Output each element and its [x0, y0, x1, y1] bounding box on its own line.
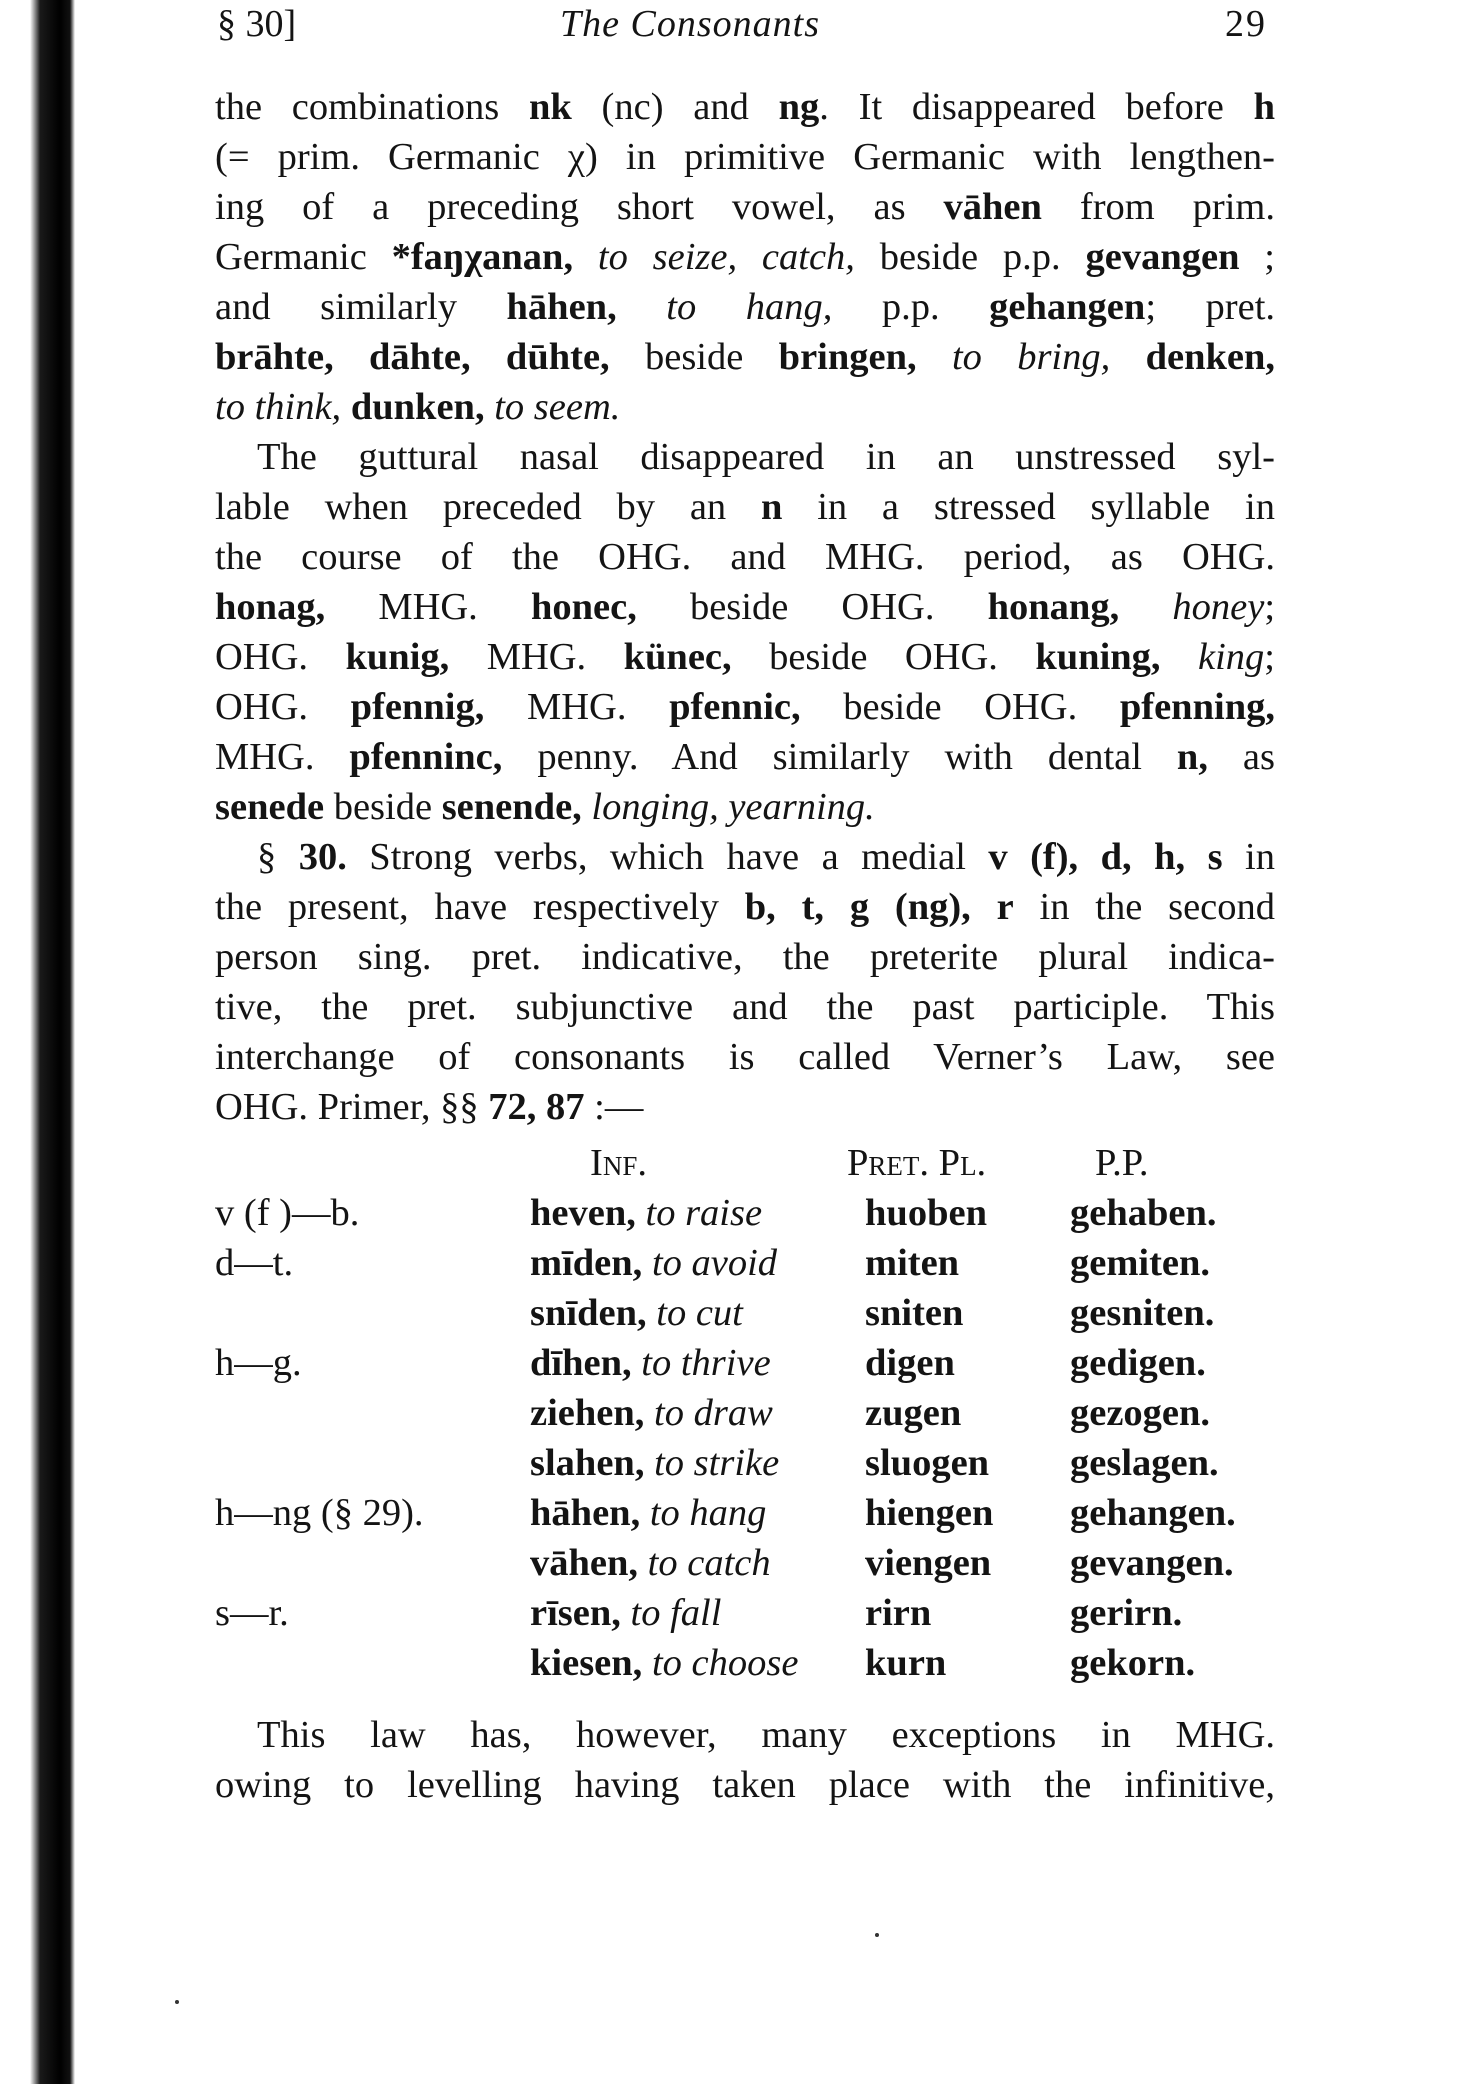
consonant-alternation: v (f )—b. — [215, 1192, 360, 1234]
preterite-plural-form: kurn — [865, 1642, 947, 1684]
text-line — [215, 832, 1275, 882]
text-line — [215, 232, 1275, 282]
text-line — [215, 82, 1275, 132]
speck — [175, 2000, 179, 2004]
bold-term: pfenninc, — [349, 736, 503, 778]
infinitive-form: hāhen, — [530, 1492, 641, 1534]
text-run: in — [1222, 836, 1275, 878]
text-run: in a stressed syllable in — [782, 486, 1275, 528]
infinitive-form: mīden, — [530, 1242, 643, 1284]
text-run: beside OHG. — [800, 686, 1120, 728]
preterite-plural-form: huoben — [865, 1192, 987, 1234]
bold-term: ng — [778, 86, 820, 128]
infinitive-cell — [530, 1191, 762, 1235]
text-run: p.p. — [832, 286, 990, 328]
text-run: (= prim. Germanic χ) in primitive Germanic with lengthen- — [215, 136, 1275, 178]
bold-term: vāhen — [943, 186, 1042, 228]
bold-term: hāhen, — [506, 286, 617, 328]
past-participle-form: gehaben. — [1070, 1192, 1217, 1234]
bold-term: senende, — [441, 786, 582, 828]
infinitive-cell — [530, 1441, 779, 1485]
book-spine-edge — [0, 0, 75, 2084]
consonant-alternation: h—g. — [215, 1342, 302, 1384]
bold-term: gevangen — [1085, 236, 1240, 278]
table-row — [215, 1191, 1275, 1241]
text-run: This law has, however, many exceptions in MHG. — [257, 1714, 1275, 1756]
infinitive-gloss: to strike — [654, 1442, 780, 1484]
text-run: Strong verbs, which have a medial — [346, 836, 989, 878]
bold-term: n, — [1176, 736, 1208, 778]
table-row — [215, 1341, 1275, 1391]
italic-gloss: to think, — [215, 386, 342, 428]
text-run: ; — [1239, 236, 1275, 278]
text-run: (nc) and — [571, 86, 779, 128]
bold-term: honang, — [987, 586, 1120, 628]
text-line — [215, 432, 1275, 482]
paragraph-3 — [215, 832, 1275, 1132]
bold-term: 72, 87 — [488, 1086, 585, 1128]
text-line — [215, 332, 1275, 382]
consonant-alternation: d—t. — [215, 1242, 294, 1284]
bold-term: pfennig, — [350, 686, 485, 728]
past-participle-form: gevangen. — [1070, 1542, 1234, 1584]
text-line — [215, 982, 1275, 1032]
text-line — [215, 382, 1275, 432]
text-line — [215, 732, 1275, 782]
text-run: in the second — [1013, 886, 1276, 928]
bold-term: honag, — [215, 586, 326, 628]
infinitive-cell — [530, 1491, 766, 1535]
header-pret-pl: Pret. Pl. — [847, 1142, 987, 1184]
header-section: § 30] — [217, 3, 297, 45]
infinitive-form: heven, — [530, 1192, 636, 1234]
bold-term: kunig, — [345, 636, 450, 678]
text-run: lable when preceded by an — [215, 486, 761, 528]
text-run: § — [257, 836, 299, 878]
text-line — [215, 482, 1275, 532]
text-line — [215, 132, 1275, 182]
bold-term: künec, — [623, 636, 732, 678]
past-participle-form: gehangen. — [1070, 1492, 1236, 1534]
text-run: ; — [1264, 636, 1275, 678]
text-run: the combinations — [215, 86, 529, 128]
past-participle-form: gesniten. — [1070, 1292, 1215, 1334]
text-run: ; pret. — [1145, 286, 1276, 328]
text-line — [215, 532, 1275, 582]
text-run: :— — [584, 1086, 644, 1128]
text-run: and similarly — [215, 286, 507, 328]
text-run: beside p.p. — [854, 236, 1086, 278]
book-page — [215, 0, 1275, 2084]
text-run — [341, 386, 351, 428]
table-row — [215, 1291, 1275, 1341]
text-run: beside — [324, 786, 442, 828]
infinitive-form: vāhen, — [530, 1542, 639, 1584]
paragraph-2 — [215, 432, 1275, 832]
text-run: MHG. — [449, 636, 624, 678]
infinitive-gloss: to fall — [630, 1592, 722, 1634]
past-participle-form: gekorn. — [1070, 1642, 1196, 1684]
text-line — [215, 1032, 1275, 1082]
bold-term: nk — [528, 86, 572, 128]
preterite-plural-form: miten — [865, 1242, 960, 1284]
bold-term: denken, — [1145, 336, 1276, 378]
consonant-alternation: s—r. — [215, 1592, 289, 1634]
text-run: beside OHG. — [731, 636, 1036, 678]
infinitive-gloss: to catch — [647, 1542, 771, 1584]
text-run: MHG. — [484, 686, 670, 728]
text-run: tive, the pret. subjunctive and the past participle. This — [215, 986, 1275, 1028]
text-line — [215, 282, 1275, 332]
text-run: beside OHG. — [636, 586, 988, 628]
preterite-plural-form: hiengen — [865, 1492, 994, 1534]
infinitive-cell — [530, 1641, 798, 1685]
text-line — [215, 182, 1275, 232]
paragraph-1 — [215, 82, 1275, 432]
text-run: Germanic — [215, 236, 392, 278]
table-row — [215, 1541, 1275, 1591]
speck — [875, 1933, 879, 1937]
bold-term: v (f), d, h, s — [988, 836, 1223, 878]
infinitive-form: kiesen, — [530, 1642, 643, 1684]
text-run — [582, 786, 592, 828]
text-run: OHG. Primer, §§ — [215, 1086, 489, 1128]
text-line — [215, 582, 1275, 632]
bold-term: kuning, — [1035, 636, 1161, 678]
preterite-plural-form: rirn — [865, 1592, 932, 1634]
italic-gloss: king — [1198, 636, 1265, 678]
bold-term: pfenning, — [1119, 686, 1275, 728]
italic-gloss: to hang, — [666, 286, 833, 328]
italic-gloss: to bring, — [951, 336, 1111, 378]
infinitive-gloss: to raise — [645, 1192, 763, 1234]
bold-term: honec, — [530, 586, 637, 628]
text-run — [485, 386, 495, 428]
infinitive-gloss: to hang — [649, 1492, 767, 1534]
bold-term: bringen, — [778, 336, 917, 378]
text-run: OHG. — [215, 686, 351, 728]
italic-gloss: to seize, catch, — [597, 236, 855, 278]
text-run: as — [1207, 736, 1275, 778]
preterite-plural-form: sluogen — [865, 1442, 990, 1484]
infinitive-form: slahen, — [530, 1442, 645, 1484]
bold-term: *faŋχanan, — [391, 236, 574, 278]
body-text — [215, 82, 1275, 1132]
text-line — [215, 1760, 1275, 1810]
text-run: MHG. — [325, 586, 531, 628]
text-run: MHG. — [215, 736, 350, 778]
infinitive-cell — [530, 1391, 773, 1435]
text-run: penny. And similarly with dental — [502, 736, 1177, 778]
preterite-plural-form: sniten — [865, 1292, 964, 1334]
table-row — [215, 1241, 1275, 1291]
table-row — [215, 1491, 1275, 1541]
table-row — [215, 1441, 1275, 1491]
past-participle-form: geslagen. — [1070, 1442, 1219, 1484]
text-run: the course of the OHG. and MHG. period, as OHG. — [215, 536, 1275, 578]
infinitive-cell — [530, 1341, 771, 1385]
bold-term: b, t, g (ng), r — [744, 886, 1014, 928]
text-run: ing of a preceding short vowel, as — [215, 186, 944, 228]
text-line — [215, 632, 1275, 682]
infinitive-gloss: to choose — [651, 1642, 799, 1684]
paragraph-4 — [215, 1710, 1275, 1810]
past-participle-form: gemiten. — [1070, 1242, 1211, 1284]
text-run — [917, 336, 952, 378]
infinitive-gloss: to cut — [656, 1292, 743, 1334]
text-run: owing to levelling having taken place with the infinitive, — [215, 1764, 1275, 1806]
page-number: 29 — [1225, 3, 1267, 45]
table-header — [215, 1141, 1275, 1191]
text-line — [215, 782, 1275, 832]
header-title: The Consonants — [560, 3, 820, 45]
text-run — [1110, 336, 1145, 378]
text-run: from prim. — [1041, 186, 1275, 228]
italic-gloss: honey — [1172, 586, 1265, 628]
italic-gloss: longing, yearning. — [591, 786, 875, 828]
header-pp: P.P. — [1095, 1142, 1149, 1184]
infinitive-gloss: to avoid — [651, 1242, 778, 1284]
past-participle-form: gezogen. — [1070, 1392, 1211, 1434]
text-run: beside — [609, 336, 779, 378]
bold-term: gehangen — [989, 286, 1146, 328]
bold-term: dunken, — [350, 386, 485, 428]
text-run: interchange of consonants is called Verner’s Law, see — [215, 1036, 1275, 1078]
infinitive-form: snīden, — [530, 1292, 647, 1334]
bold-term: h — [1253, 86, 1275, 128]
text-line — [215, 1082, 1275, 1132]
table-row — [215, 1391, 1275, 1441]
bold-term: brāhte, dāhte, dūhte, — [215, 336, 610, 378]
running-header — [215, 2, 1275, 48]
bold-term: pfennic, — [669, 686, 801, 728]
body-text-continued — [215, 1710, 1275, 1810]
text-run: . It disappeared before — [819, 86, 1254, 128]
text-run: person sing. pret. indicative, the preterite plural indica- — [215, 936, 1275, 978]
text-run — [573, 236, 598, 278]
past-participle-form: gedigen. — [1070, 1342, 1206, 1384]
text-line — [215, 932, 1275, 982]
bold-term: senede — [215, 786, 325, 828]
preterite-plural-form: zugen — [865, 1392, 962, 1434]
infinitive-cell — [530, 1241, 777, 1285]
text-run — [1119, 586, 1172, 628]
infinitive-gloss: to thrive — [641, 1342, 771, 1384]
text-line — [215, 1710, 1275, 1760]
bold-term: n — [760, 486, 783, 528]
infinitive-cell — [530, 1591, 721, 1635]
consonant-alternation: h—ng (§ 29). — [215, 1492, 424, 1534]
infinitive-form: ziehen, — [530, 1392, 645, 1434]
infinitive-cell — [530, 1291, 743, 1335]
preterite-plural-form: viengen — [865, 1542, 992, 1584]
text-run: OHG. — [215, 636, 346, 678]
preterite-plural-form: digen — [865, 1342, 955, 1384]
bold-term: 30. — [298, 836, 347, 878]
infinitive-gloss: to draw — [654, 1392, 773, 1434]
text-run: ; — [1264, 586, 1276, 628]
text-run: the present, have respectively — [215, 886, 745, 928]
header-inf: Inf. — [590, 1142, 647, 1184]
infinitive-form: dīhen, — [530, 1342, 632, 1384]
text-run — [617, 286, 667, 328]
past-participle-form: gerirn. — [1070, 1592, 1183, 1634]
infinitive-cell — [530, 1541, 771, 1585]
table-row — [215, 1641, 1275, 1691]
italic-gloss: to seem. — [494, 386, 621, 428]
text-run — [1161, 636, 1198, 678]
verner-law-table — [215, 1141, 1275, 1691]
text-line — [215, 682, 1275, 732]
table-body — [215, 1191, 1275, 1691]
text-line — [215, 882, 1275, 932]
infinitive-form: rīsen, — [530, 1592, 621, 1634]
text-run: The guttural nasal disappeared in an unstressed syl- — [257, 436, 1275, 478]
table-row — [215, 1591, 1275, 1641]
